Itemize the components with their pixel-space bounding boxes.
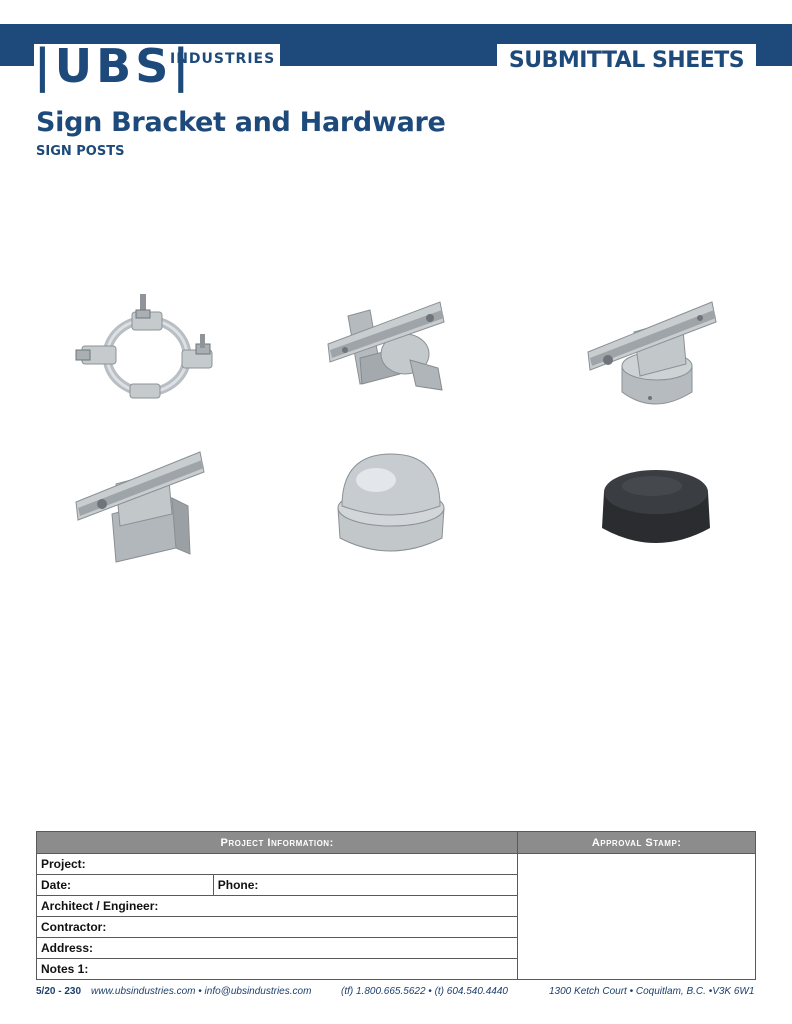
approval-stamp-area: [518, 854, 756, 980]
square-sign-bracket-icon: [72, 444, 222, 564]
date-label: Date:: [41, 878, 72, 892]
project-information-table: [36, 831, 756, 980]
footer-web-email[interactable]: www.ubsindustries.com • info@ubsindustries.com: [91, 986, 312, 997]
logo-industries-label: INDUSTRIES: [170, 51, 276, 67]
address-label: Address:: [41, 941, 94, 955]
approval-stamp-header: Approval Stamp:: [518, 832, 756, 854]
footer-address: 1300 Ketch Court • Coquitlam, B.C. •V3K 6W1: [549, 986, 755, 997]
phone-field[interactable]: [213, 875, 518, 896]
address-field[interactable]: [37, 938, 518, 959]
black-post-cap-icon: [582, 444, 732, 564]
ubs-logo: |UBS|: [34, 39, 194, 93]
submittal-sheets-title: SUBMITTAL SHEETS: [508, 48, 745, 73]
project-field[interactable]: [37, 854, 518, 875]
project-information-header: Project Information:: [37, 832, 518, 854]
contractor-label: Contractor:: [41, 920, 107, 934]
architect-engineer-label: Architect / Engineer:: [41, 899, 159, 913]
phone-label: Phone:: [217, 878, 259, 892]
project-label: Project:: [41, 857, 86, 871]
contractor-field[interactable]: [37, 917, 518, 938]
footer-phones: (tf) 1.800.665.5622 • (t) 604.540.4440: [341, 986, 508, 997]
date-field[interactable]: [37, 875, 214, 896]
footer-page-number: 5/20 - 230: [36, 986, 82, 997]
round-cap-sign-bracket-icon: [582, 288, 732, 408]
cross-sign-bracket-icon: [320, 288, 470, 408]
notes-label: Notes 1:: [41, 962, 89, 976]
notes-field[interactable]: [37, 959, 518, 980]
pipe-clamp-bracket-icon: [72, 288, 222, 408]
page-title: Sign Bracket and Hardware: [36, 107, 446, 138]
page-subtitle: SIGN POSTS: [36, 144, 125, 159]
architect-engineer-field[interactable]: [37, 896, 518, 917]
dome-post-cap-icon: [320, 444, 470, 564]
